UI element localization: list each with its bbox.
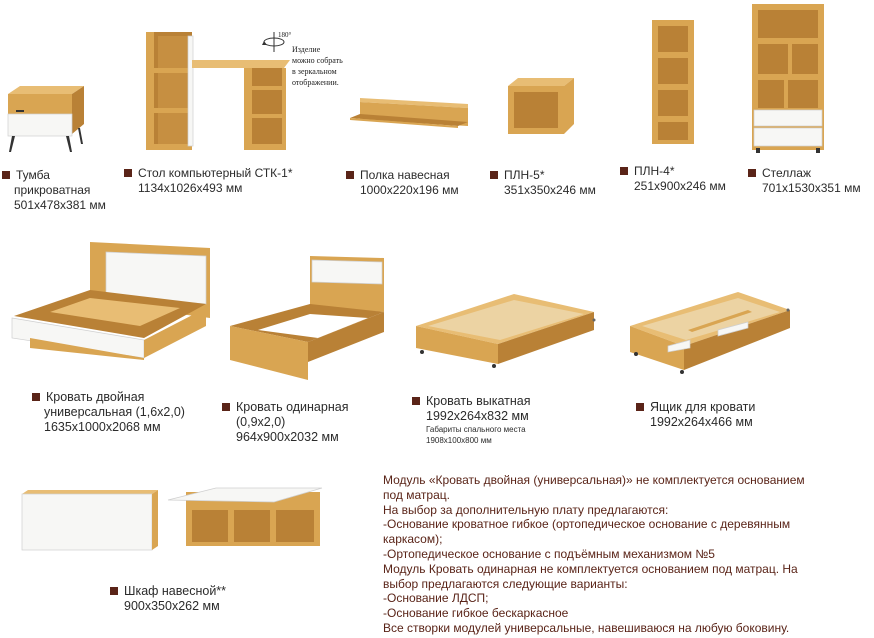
item-size: 1000x220x196 мм [360,183,459,197]
bullet-marker [32,393,40,401]
bullet-marker [110,587,118,595]
item-caption [636,400,755,430]
trundle-bed-illustration [414,292,598,368]
item-caption [490,168,596,198]
item-size: 1992x264x466 мм [650,415,753,429]
item-name-cont: универсальная (1,6x2,0) [44,405,185,419]
bullet-marker [636,403,644,411]
double-bed-illustration [10,242,210,360]
note-line: -Основание кроватное гибкое (ортопедическое основание с деревянным [383,517,791,532]
nightstand-illustration [6,86,86,156]
item-name: Шкаф навесной** [124,584,227,598]
wall-shelf-illustration [350,96,472,128]
note-line: На выбор за дополнительную плату предлагаются: [383,502,669,517]
item-name-cont: (0,9x2,0) [236,415,286,429]
wall-cabinet-closed-illustration [20,490,160,552]
item-size: 964x900x2032 мм [236,430,339,444]
bed-drawer-illustration [628,290,794,374]
item-name: ПЛН-5* [504,168,545,182]
item-caption [620,164,726,194]
mirror-note-line: можно собрать [292,56,343,65]
cube-shelf-illustration [506,78,576,136]
bullet-marker [222,403,230,411]
item-caption [222,400,348,445]
note-line: -Ортопедическое основание с подъёмным механизмом №5 [383,546,715,561]
item-caption [748,166,861,196]
mirror-note-line: отображении. [292,78,339,87]
bullet-marker [748,169,756,177]
bullet-marker [412,397,420,405]
note-line: Модуль «Кровать двойная (универсальная)» не комплектуется основанием [383,473,805,487]
mirror-assembly-note [278,31,343,88]
bullet-marker [620,167,628,175]
item-name: Стол компьютерный СТК-1* [138,166,293,180]
note-line: под матрац. [383,487,450,502]
tall-shelf-illustration [650,18,698,146]
item-size: 501x478x381 мм [14,198,106,212]
bullet-marker [124,169,132,177]
note-line: -Основание ЛДСП; [383,591,489,606]
note-line: Все створки модулей универсальные, навешиваюся на любую боковину. [383,620,790,635]
item-name: ПЛН-4* [634,164,675,178]
item-size: 1635x1000x2068 мм [44,420,161,434]
item-name: Кровать двойная [46,390,145,404]
item-name: Стеллаж [762,166,812,180]
mirror-note-line: Изделие [292,45,321,54]
item-caption [412,394,530,446]
item-size: 900x350x262 мм [124,599,220,613]
item-caption [346,168,459,198]
note-line: -Основание гибкое бескаркасное [383,606,569,621]
item-name-cont: прикроватная [14,183,91,197]
item-size: 1134x1026x493 мм [138,181,243,195]
item-name: Кровать одинарная [236,400,349,414]
sleeping-area-label: Габариты спального места [426,425,526,434]
sleeping-area-size: 1908x100x800 мм [426,436,492,445]
note-line: каркасом); [383,532,443,547]
item-caption [124,166,293,196]
item-caption [2,168,106,213]
note-line: Модуль Кровать одинарная не комплектуется основанием под матрац. На [383,561,798,576]
item-name: Тумба [16,168,50,182]
note-line: выбор предлагаются следующие варианты: [383,576,628,591]
assembly-notes [383,473,863,636]
mirror-note-line: в зеркальном [292,67,337,76]
item-name: Ящик для кровати [650,400,756,414]
bullet-marker [490,171,498,179]
shelving-unit-illustration [752,4,826,154]
item-size: 251x900x246 мм [634,179,726,193]
item-name: Кровать выкатная [426,394,531,408]
item-name: Полка навесная [360,168,450,182]
item-size: 1992x264x832 мм [426,409,529,423]
bullet-marker [2,171,10,179]
mirror-angle: 180° [278,31,292,39]
bullet-marker [346,171,354,179]
item-caption [32,390,185,435]
item-size: 351x350x246 мм [504,183,596,197]
item-caption [110,584,226,614]
wall-cabinet-open-illustration [166,488,324,550]
single-bed-illustration [228,256,388,382]
item-size: 701x1530x351 мм [762,181,861,195]
